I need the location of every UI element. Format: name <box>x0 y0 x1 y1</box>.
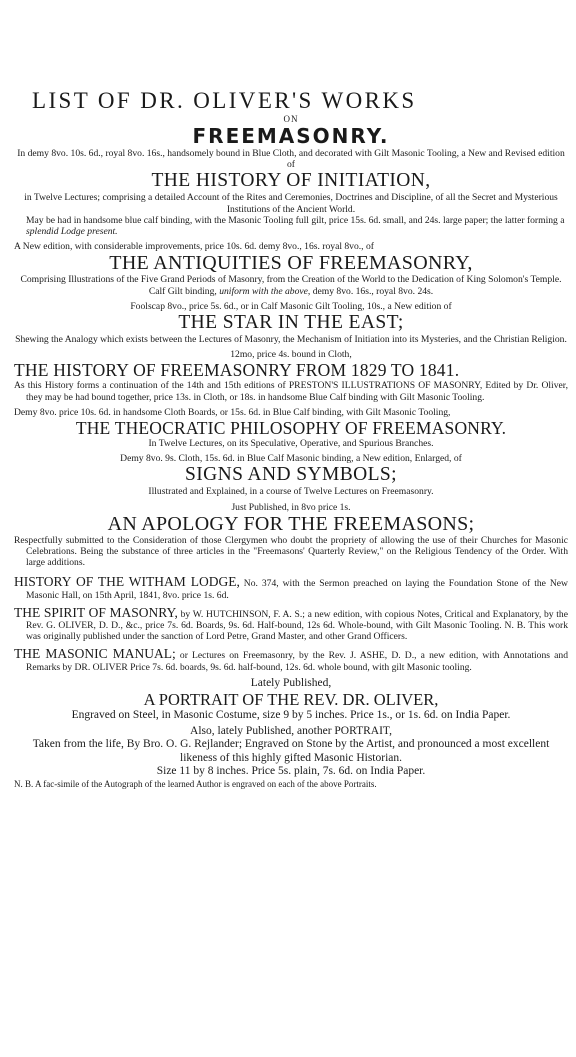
work-title: THE ANTIQUITIES OF FREEMASONRY, <box>109 252 473 275</box>
work-history-1829-1841 <box>14 349 568 403</box>
work-body: Respectfully submitted to the Consideration of those Clergymen who doubt the propriety of allowing the use of their Churches for Masonic Celebrations. Being the substance of three articles in the "Freemasons' Quarterly Review," on the Religious Tendency of the Order. With large additions. <box>14 534 568 569</box>
work-antiquities-of-freemasonry <box>14 241 568 297</box>
portrait-second-text: Also, lately Published, another <box>190 724 335 737</box>
page-title: LIST OF DR. OLIVER'S WORKS <box>32 88 417 113</box>
portrait-second <box>14 725 568 739</box>
work-body: by W. HUTCHINSON, F. A. S.; a new edition, with copious Notes, Critical and Explanatory, by the Rev. G. OLIVER, D. D., &c., price 7s. 6d. Boards, 9s. 6d. Half-bound, 12s 6d. Whole-bound, with Gilt Masonic Tooling. N. B. This work was originally published under the sanction of Lord Petre, Grand Master, and other Grand Officers. <box>26 608 568 643</box>
work-witham-lodge <box>14 574 568 600</box>
work-title: THE THEOCRATIC PHILOSOPHY OF FREEMASONRY. <box>75 418 507 439</box>
portrait-title: A PORTRAIT OF THE REV. DR. OLIVER, <box>143 690 439 710</box>
work-masonic-manual <box>14 646 568 672</box>
work-pre: Demy 8vo. 9s. Cloth, 15s. 6d. in Blue Calf Masonic binding, a New edition, Enlarged, of <box>120 453 462 465</box>
work-body: in Twelve Lectures; comprising a detailed Account of the Rites and Ceremonies, Doctrines and Discipline, of all the Secret and Mysterious Institutions of the Ancient World. <box>24 192 558 215</box>
work-title: HISTORY OF THE WITHAM LODGE, <box>14 574 240 590</box>
work-title: THE HISTORY OF INITIATION, <box>151 170 431 192</box>
work-note-text: May be had in handsome blue calf binding, with the Masonic Tooling full gilt, price 15s. 6d. small, and 24s. large paper; the latter forming a <box>26 214 565 226</box>
work-signs-and-symbols <box>14 453 568 497</box>
work-body: In Twelve Lectures, on its Speculative, Operative, and Spurious Branches. <box>148 438 434 450</box>
header-on: ON <box>283 114 299 124</box>
work-history-of-initiation <box>14 148 568 237</box>
work-note-text: Calf Gilt binding, <box>148 285 220 297</box>
work-note <box>14 286 568 297</box>
work-pre: 12mo, price 4s. bound in Cloth, <box>230 349 352 361</box>
work-title: SIGNS AND SYMBOLS; <box>185 464 397 486</box>
work-body: Comprising Illustrations of the Five Grand Periods of Masonry, from the Creation of the World to the Dedication of King Solomon's Temple. <box>20 274 562 286</box>
work-title: AN APOLOGY FOR THE FREEMASONS; <box>107 512 475 535</box>
portrait-pre: Lately Published, <box>250 676 332 689</box>
work-note-emphasis: splendid Lodge present. <box>26 226 118 238</box>
portrait-advertisement <box>14 677 568 790</box>
work-note <box>14 215 568 237</box>
work-body: Illustrated and Explained, in a course of Twelve Lectures on Freemasonry. <box>148 486 434 498</box>
work-pre: In demy 8vo. 10s. 6d., royal 8vo. 16s., handsomely bound in Blue Cloth, and decorated with Gilt Masonic Tooling, a New and Revised edition of <box>17 148 565 171</box>
portrait-details: Engraved on Steel, in Masonic Costume, size 9 by 5 inches. Price 1s., or 1s. 6d. on India Paper. <box>71 709 511 722</box>
portrait-note: N. B. A fac-simile of the Autograph of the learned Author is engraved on each of the above Portraits. <box>14 778 377 789</box>
work-pre: Foolscap 8vo., price 5s. 6d., or in Calf Masonic Gilt Tooling, 10s., a New edition of <box>130 300 452 312</box>
work-note-price: , demy 8vo. 16s., royal 8vo. 24s. <box>307 285 434 297</box>
work-body: or Lectures on Freemasonry, by the Rev. J. ASHE, D. D., a new edition, with Annotations and Remarks by DR. OLIVER Price 7s. 6d. boards, 9s. 6d. half-bound, 12s. 6d. whole bound, with gilt Masonic tooling. <box>26 650 569 673</box>
work-pre: Demy 8vo. price 10s. 6d. in handsome Cloth Boards, or 15s. 6d. in Blue Calf binding, with Gilt Masonic Tooling, <box>14 406 451 418</box>
work-body: Shewing the Analogy which exists between the Lectures of Masonry, the Mechanism of Initiation into its Mysteries, and the Christian Religion. <box>15 334 567 346</box>
work-spirit-of-masonry <box>14 605 568 643</box>
work-body: No. 374, with the Sermon preached on laying the Foundation Stone of the New Masonic Hall, on 15th April, 1841, 8vo. price 1s. 6d. <box>26 578 568 601</box>
work-pre: Just Published, in 8vo price 1s. <box>231 501 351 513</box>
work-title: THE HISTORY OF FREEMASONRY FROM 1829 TO 1841. <box>14 360 460 381</box>
portrait-second-details: Taken from the life, By Bro. O. G. Rejlander; Engraved on Stone by the Artist, and pronounced a most excellent likeness of this highly gifted Masonic Historian. <box>32 738 550 764</box>
work-note-emphasis: uniform with the above <box>219 285 308 297</box>
work-apology-for-the-freemasons <box>14 502 568 569</box>
portrait-second-price: Size 11 by 8 inches. Price 5s. plain, 7s. 6d. on India Paper. <box>156 765 426 778</box>
header-freemasonry: FREEMASONRY. <box>192 124 390 148</box>
portrait-second-title: PORTRAIT, <box>334 724 392 737</box>
work-star-in-the-east <box>14 301 568 345</box>
work-title: THE STAR IN THE EAST; <box>178 312 404 334</box>
work-title: THE MASONIC MANUAL; <box>14 646 176 662</box>
work-body: As this History forms a continuation of the 14th and 15th editions of PRESTON'S ILLUSTRATIONS OF MASONRY, Edited by Dr. Oliver, they may be had bound together, price 13s. in Cloth, or 18s. in handsome Blue Calf binding with Gilt Masonic Tooling. <box>14 380 568 403</box>
work-theocratic-philosophy <box>14 407 568 449</box>
work-title: THE SPIRIT OF MASONRY, <box>14 604 178 620</box>
work-pre: A New edition, with considerable improvements, price 10s. 6d. demy 8vo., 16s. royal 8vo., of <box>14 241 374 253</box>
